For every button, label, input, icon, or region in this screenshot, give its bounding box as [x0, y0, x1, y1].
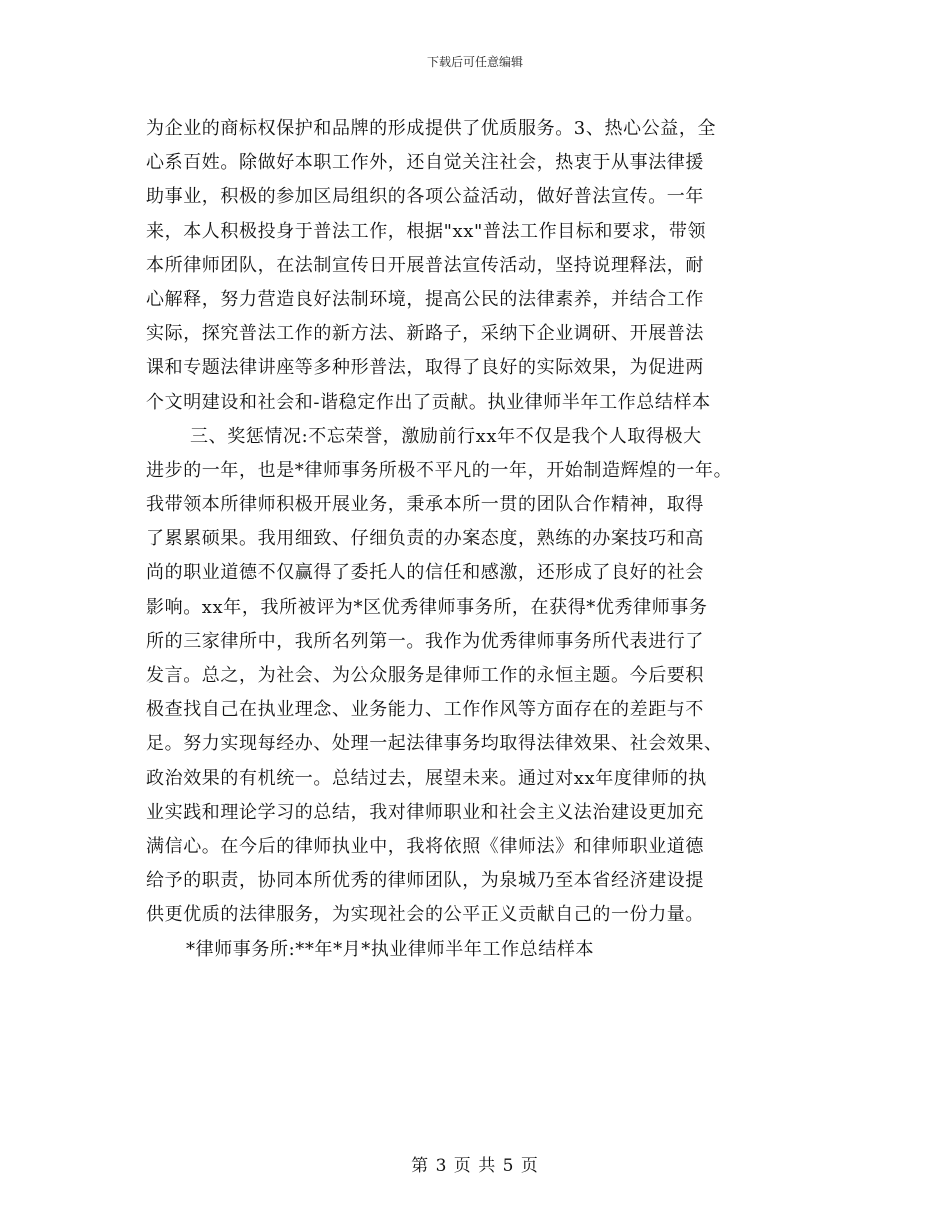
body-line: 尚的职业道德不仅赢得了委托人的信任和感激，还形成了良好的社会	[146, 562, 704, 584]
body-line: 足。努力实现每经办、处理一起法律事务均取得法律效果、社会效果、	[146, 733, 723, 755]
body-line: 影响。xx年，我所被评为*区优秀律师事务所，在获得*优秀律师事务	[146, 596, 708, 618]
signoff-line: *律师事务所:**年*月*执业律师半年工作总结样本	[186, 938, 595, 960]
body-line: 为企业的商标权保护和品牌的形成提供了优质服务。3、热心公益，全	[146, 118, 717, 139]
body-line: 发言。总之，为社会、为公众服务是律师工作的永恒主题。今后要积	[146, 665, 704, 686]
body-line: 实际，探究普法工作的新方法、新路子，采纳下企业调研、开展普法	[146, 323, 704, 345]
body-line: 来，本人积极投身于普法工作，根据"xx"普法工作目标和要求，带领	[146, 220, 707, 242]
body-line: 助事业，积极的参加区局组织的各项公益活动，做好普法宣传。一年	[146, 186, 704, 208]
page-header: 下载后可任意编辑	[426, 55, 523, 69]
section-heading-line: 三、奖惩情况:不忘荣誉，激励前行xx年不仅是我个人取得极大	[190, 425, 702, 447]
body-line: 进步的一年，也是*律师事务所极不平凡的一年，开始制造辉煌的一年。	[146, 459, 733, 481]
body-line: 课和专题法律讲座等多种形普法，取得了良好的实际效果，为促进两	[146, 357, 704, 379]
body-line: 个文明建设和社会和-谐稳定作出了贡献。执业律师半年工作总结样本	[146, 391, 711, 413]
body-line: 了累累硕果。我用细致、仔细负责的办案态度，熟练的办案技巧和高	[146, 528, 704, 550]
body-line: 供更优质的法律服务，为实现社会的公平正义贡献自己的一份力量。	[146, 904, 704, 926]
body-line: 给予的职责，协同本所优秀的律师团队，为泉城乃至本省经济建设提	[146, 870, 704, 892]
body-line: 心系百姓。除做好本职工作外，还自觉关注社会，热衷于从事法律援	[146, 152, 704, 174]
body-line: 业实践和理论学习的总结，我对律师职业和社会主义法治建设更加充	[146, 801, 704, 823]
body-line: 心解释，努力营造良好法制环境，提高公民的法律素养，并结合工作	[146, 288, 704, 310]
body-line: 满信心。在今后的律师执业中，我将依照《律师法》和律师职业道德	[146, 835, 704, 857]
body-line: 我带领本所律师积极开展业务，秉承本所一贯的团队合作精神，取得	[146, 494, 704, 516]
body-line: 所的三家律所中，我所名列第一。我作为优秀律师事务所代表进行了	[146, 630, 704, 652]
document-body	[146, 112, 816, 967]
body-line: 极查找自己在执业理念、业务能力、工作作风等方面存在的差距与不	[146, 699, 704, 721]
body-line: 政治效果的有机统一。总结过去，展望未来。通过对xx年度律师的执	[146, 767, 707, 789]
page-number-footer: 第 3 页 共 5 页	[411, 1156, 539, 1176]
body-line: 本所律师团队，在法制宣传日开展普法宣传活动，坚持说理释法，耐	[146, 254, 704, 276]
